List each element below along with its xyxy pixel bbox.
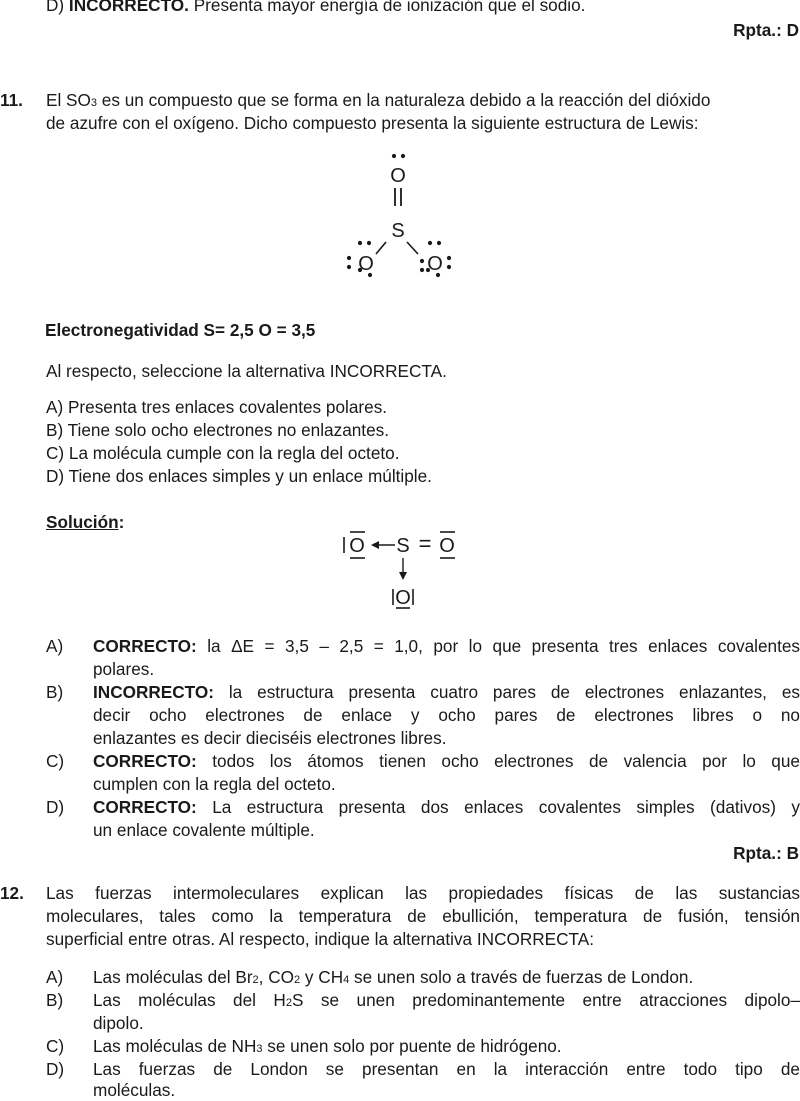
q12-c-sub: 3 bbox=[256, 1043, 263, 1055]
solution-c-line1 bbox=[93, 751, 800, 772]
single-bond-left bbox=[376, 242, 386, 254]
q12-stem-line1: Las fuerzas intermoleculares explican las propiedades físicas de las sustancias bbox=[46, 883, 800, 903]
q12-a-sub: 4 bbox=[343, 974, 350, 986]
q12-a-part: Las moléculas del Br bbox=[93, 967, 253, 987]
solution-left-oxygen: O bbox=[349, 535, 365, 557]
solution-c-text: todos los átomos tienen ocho electrones de valencia por lo que bbox=[196, 751, 800, 771]
q12-option-b-label: B) bbox=[46, 990, 64, 1010]
solution-label: Solución bbox=[46, 512, 119, 532]
electron-dot bbox=[420, 268, 424, 272]
q12-c-part: se unen solo por puente de hidrógeno. bbox=[262, 1036, 562, 1056]
q11-stem-line1 bbox=[46, 90, 710, 111]
q12-c-part: Las moléculas de NH bbox=[93, 1036, 257, 1056]
solution-c-label: C) bbox=[46, 751, 65, 771]
solution-c-line2: cumplen con la regla del octeto. bbox=[93, 774, 336, 794]
arrowhead-left bbox=[371, 541, 379, 549]
electron-dot bbox=[447, 265, 451, 269]
solution-heading bbox=[46, 512, 124, 533]
prev-option-d-text: Presenta mayor energía de ionización que el sodio. bbox=[193, 0, 586, 15]
q12-option-b-line2: dipolo. bbox=[93, 1013, 144, 1033]
electronegativity-note: Electronegatividad S= 2,5 O = 3,5 bbox=[45, 320, 316, 340]
arrowhead-down bbox=[399, 572, 407, 580]
q12-number: 12. bbox=[0, 883, 24, 903]
solution-b-verdict: INCORRECTO: bbox=[93, 682, 214, 702]
lewis-left-oxygen: O bbox=[358, 253, 374, 275]
solution-a-verdict: CORRECTO: bbox=[93, 636, 197, 656]
electron-dot bbox=[347, 265, 351, 269]
solution-d-text: La estructura presenta dos enlaces covalentes simples (dativos) y bbox=[196, 797, 800, 817]
q12-option-d-line2: moléculas. bbox=[93, 1080, 176, 1100]
electron-dot bbox=[428, 241, 432, 245]
lewis-sulfur: S bbox=[391, 220, 405, 242]
q12-b-sub: 2 bbox=[285, 997, 292, 1009]
electron-dot bbox=[447, 256, 451, 260]
q12-option-c-label: C) bbox=[46, 1036, 65, 1056]
q12-a-part: , CO bbox=[258, 967, 295, 987]
solution-a-text: la ΔE = 3,5 – 2,5 = 1,0, por lo que presenta tres enlaces covalentes bbox=[196, 636, 800, 656]
q11-stem-pre: El SO bbox=[46, 90, 91, 110]
electron-dot bbox=[367, 241, 371, 245]
solution-structure-diagram bbox=[335, 525, 465, 615]
solution-a-line2: polares. bbox=[93, 659, 155, 679]
solution-right-oxygen: O bbox=[439, 535, 455, 557]
q12-option-b-line1 bbox=[93, 990, 800, 1011]
electron-dot bbox=[347, 256, 351, 260]
q12-option-c-text bbox=[93, 1036, 800, 1057]
solution-d-line1 bbox=[93, 797, 800, 818]
electron-dot bbox=[401, 154, 405, 158]
solution-d-verdict: CORRECTO: bbox=[93, 797, 197, 817]
q12-a-part: y CH bbox=[300, 967, 344, 987]
q12-a-sub: 2 bbox=[294, 974, 301, 986]
q12-option-a-text bbox=[93, 967, 800, 988]
solution-a-line1 bbox=[93, 636, 800, 657]
electron-dot bbox=[437, 241, 441, 245]
solution-colon: : bbox=[118, 512, 125, 532]
q11-stem-line2: de azufre con el oxígeno. Dicho compuesto presenta la siguiente estructura de Lewis: bbox=[46, 113, 699, 133]
q12-option-a-label: A) bbox=[46, 967, 64, 987]
q12-stem-line3: superficial entre otras. Al respecto, indique la alternativa INCORRECTA: bbox=[46, 929, 595, 949]
prev-option-d bbox=[46, 0, 585, 16]
lewis-structure-diagram bbox=[330, 140, 470, 285]
prev-option-d-verdict: INCORRECTO. bbox=[68, 0, 189, 15]
q12-b-part: S se unen predominantemente entre atracciones dipolo– bbox=[291, 990, 800, 1010]
solution-b-line1 bbox=[93, 682, 800, 703]
lewis-right-oxygen: O bbox=[427, 253, 443, 275]
solution-b-text: la estructura presenta cuatro pares de electrones enlazantes, es bbox=[213, 682, 800, 702]
q12-a-sub: 2 bbox=[252, 974, 259, 986]
q12-option-d-line1: Las fuerzas de London se presentan en la interacción entre todo tipo de bbox=[93, 1059, 800, 1079]
q11-option-a: A) Presenta tres enlaces covalentes polares. bbox=[46, 397, 388, 417]
q11-number: 11. bbox=[0, 90, 23, 110]
lewis-top-oxygen: O bbox=[390, 165, 406, 187]
q11-stem-post: es un compuesto que se forma en la naturaleza debido a la reacción del dióxido bbox=[97, 90, 711, 110]
solution-b-line3: enlazantes es decir dieciséis electrones libres. bbox=[93, 728, 447, 748]
solution-double-bond: = bbox=[418, 531, 432, 556]
solution-b-line2: decir ocho electrones de enlace y ocho pares de electrones libres o no bbox=[93, 705, 800, 725]
q12-stem-line2: moleculares, tales como la temperatura de ebullición, temperatura de fusión, tensión bbox=[46, 906, 800, 926]
solution-c-verdict: CORRECTO: bbox=[93, 751, 197, 771]
solution-d-label: D) bbox=[46, 797, 65, 817]
solution-sulfur: S bbox=[396, 535, 410, 557]
q12-a-part: se unen solo a través de fuerzas de London. bbox=[349, 967, 694, 987]
q12-b-part: Las moléculas del H bbox=[93, 990, 286, 1010]
solution-b-label: B) bbox=[46, 682, 64, 702]
prev-option-d-label: D) bbox=[46, 0, 65, 15]
solution-d-line2: un enlace covalente múltiple. bbox=[93, 820, 315, 840]
q11-option-d: D) Tiene dos enlaces simples y un enlace múltiple. bbox=[46, 466, 432, 486]
q11-option-b: B) Tiene solo ocho electrones no enlazantes. bbox=[46, 420, 390, 440]
electron-dot bbox=[392, 154, 396, 158]
solution-a-label: A) bbox=[46, 636, 64, 656]
solution-bottom-oxygen: O bbox=[395, 587, 411, 609]
single-bond-right bbox=[407, 242, 418, 254]
q11-stem-sub: 3 bbox=[90, 97, 98, 109]
q11-option-c: C) La molécula cumple con la regla del octeto. bbox=[46, 443, 400, 463]
electron-dot bbox=[420, 259, 424, 263]
q11-answer: Rpta.: B bbox=[733, 843, 799, 863]
prev-answer: Rpta.: D bbox=[733, 20, 799, 40]
q11-prompt: Al respecto, seleccione la alternativa INCORRECTA. bbox=[46, 361, 447, 381]
q12-option-d-label: D) bbox=[46, 1059, 65, 1079]
electron-dot bbox=[358, 241, 362, 245]
